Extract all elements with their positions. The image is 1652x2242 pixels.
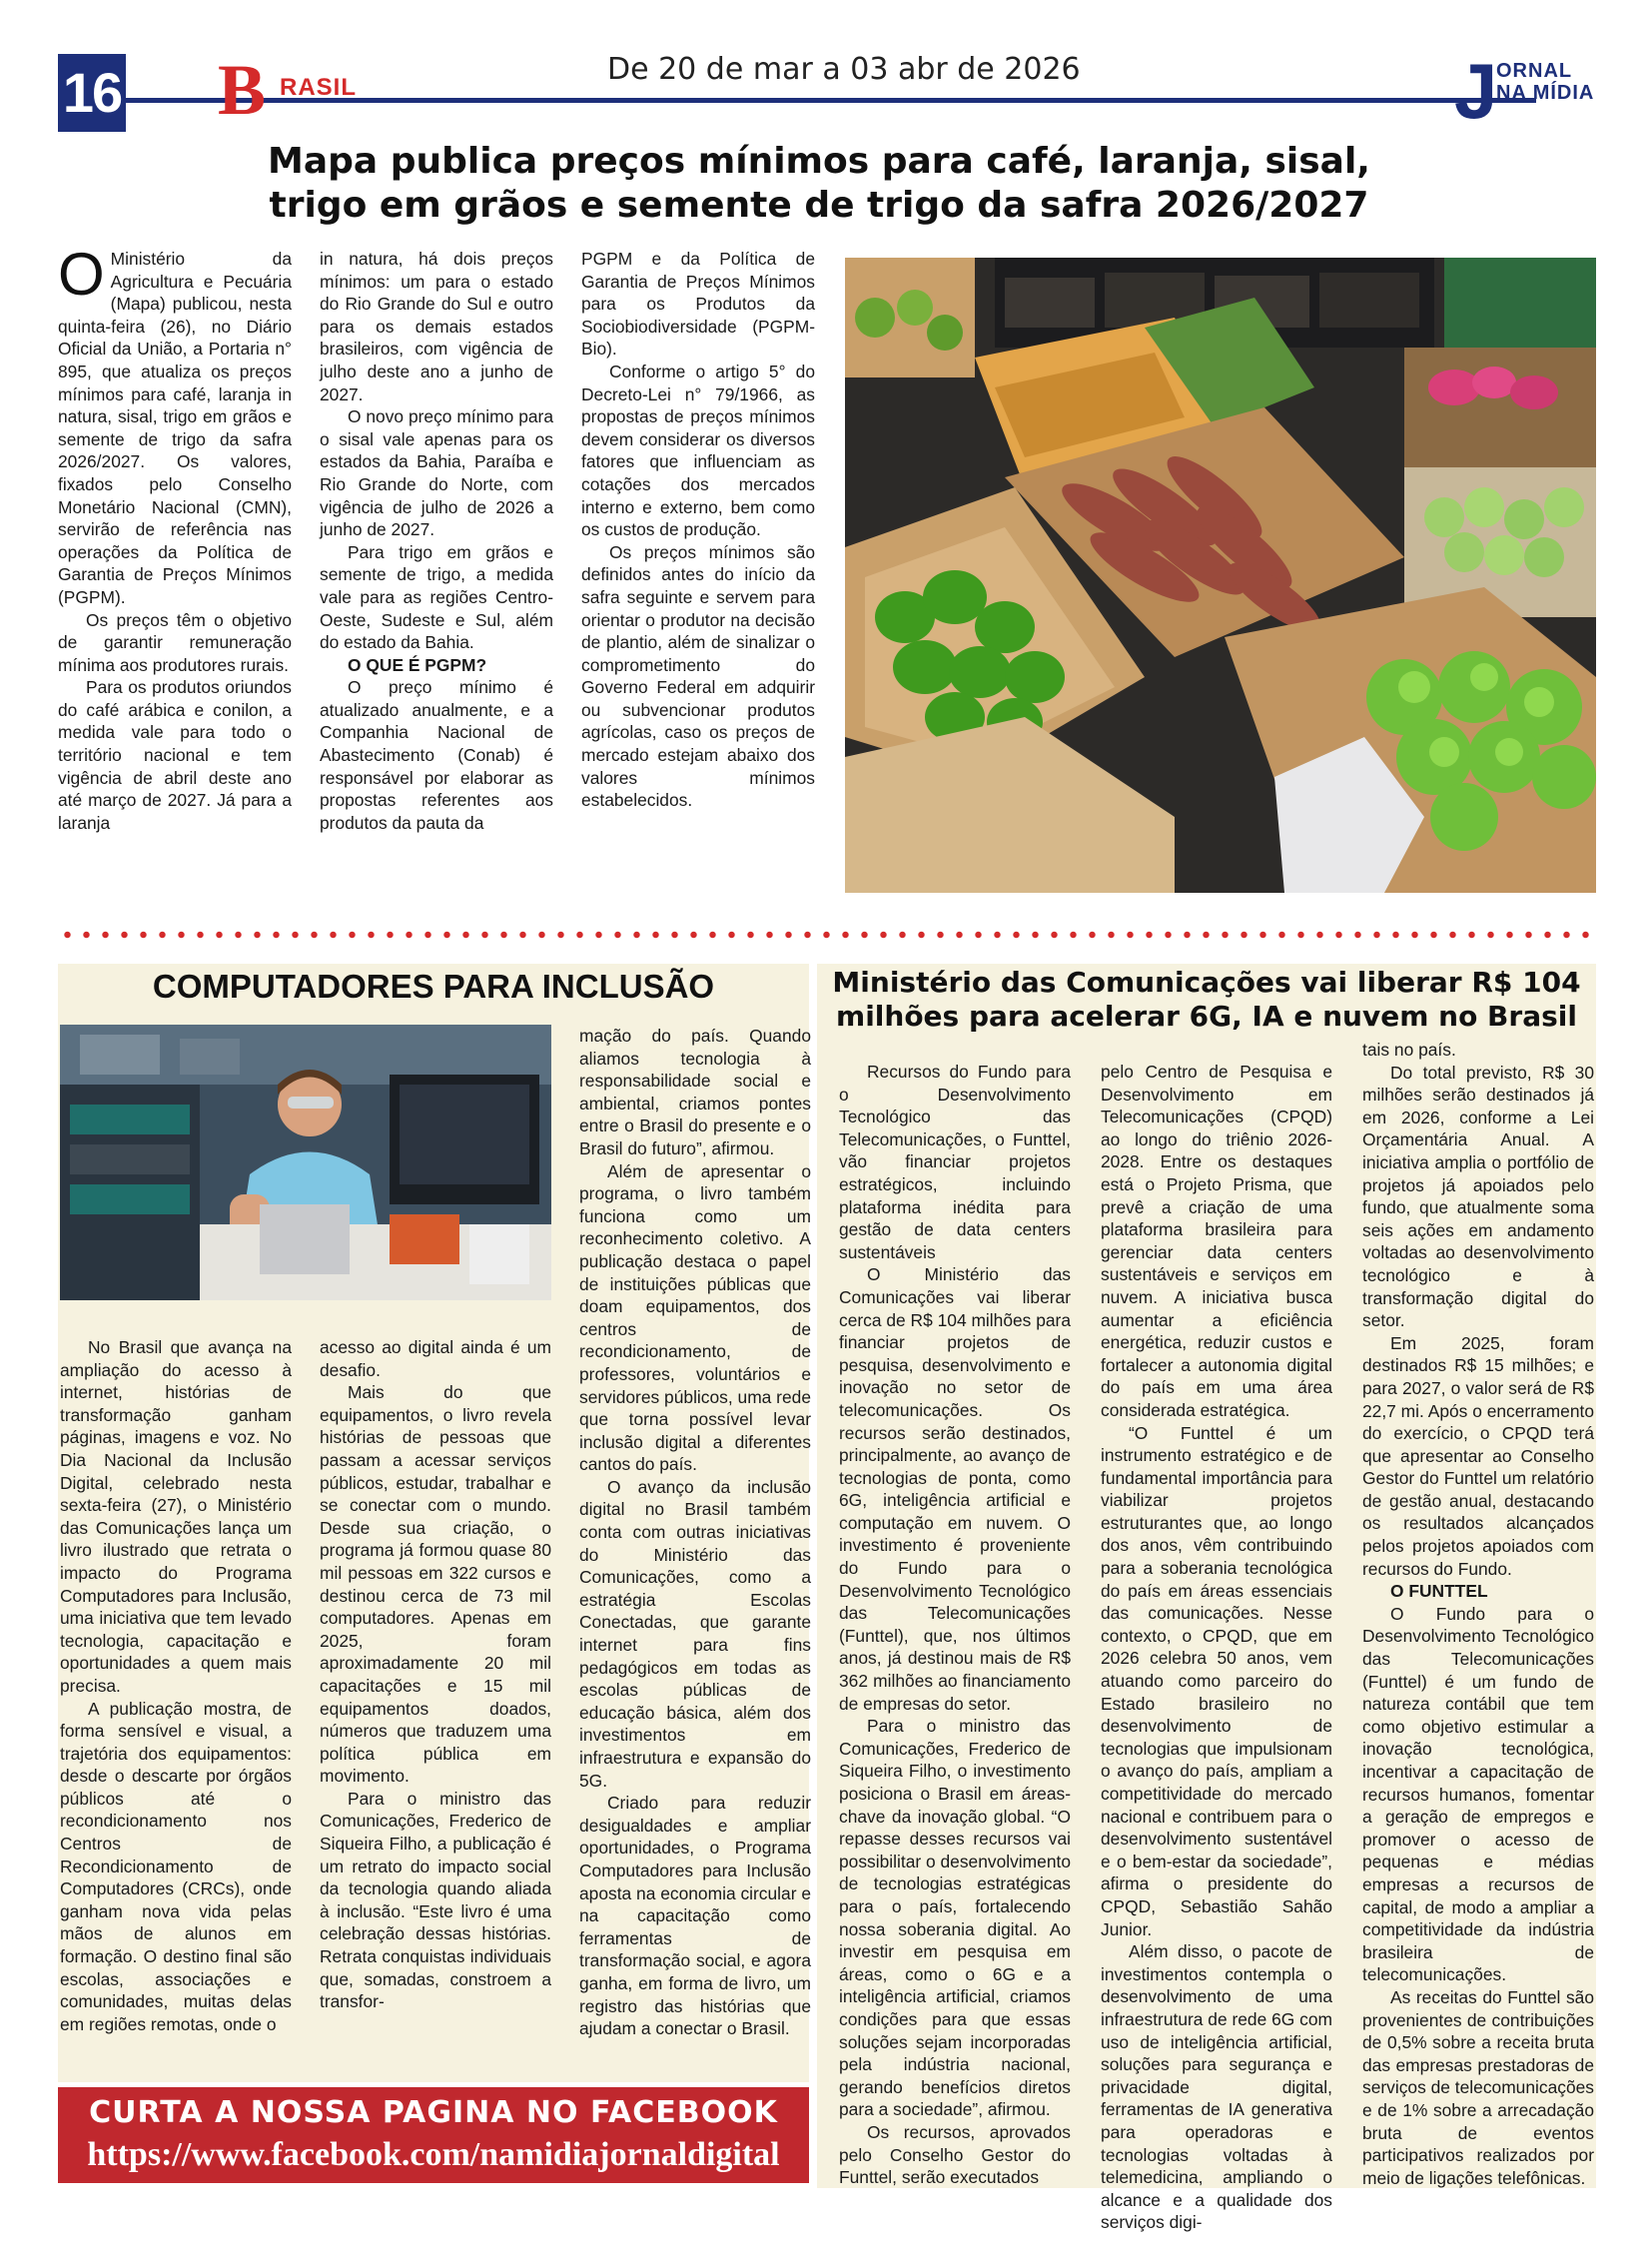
paragraph: O preço mínimo é atualizado anualmente, e a Companhia Nacional de Abastecimento (Conab) é responsável por elaborar as propostas referentes aos produtos da pauta da <box>320 677 553 833</box>
paragraph: Do total previsto, R$ 30 milhões serão destinados já em 2026, conforme a Lei Orçamentária Anual. A iniciativa amplia o portfólio de projetos já apoiados pelo fundo, que atualmente soma seis ações em andamento voltadas ao desenvolvimento tecnológico e à transformação digital do setor. <box>1362 1062 1594 1331</box>
paragraph: Além disso, o pacote de investimentos contempla o desenvolvimento de uma infraestrutura de rede 6G com uso de inteligência artificial, soluções para segurança e privacidade digital, ferramentas de IA generativa para operadoras e tecnologias voltadas à telemedicina, ampliando o alcance e a qualidade dos serviços digi- <box>1101 1941 1332 2233</box>
paragraph: Para os produtos oriundos do café arábica e conilon, a medida vale para todo o território nacional e tem vigência de abril deste ano até março de 2027. Já para a laranja <box>58 677 292 833</box>
article2-col2 <box>320 1336 551 2013</box>
paragraph: mação do país. Quando aliamos tecnologia à responsabilidade social e ambiental, criamos pontes entre o Brasil do presente e o Brasil do futuro”, afirmou. <box>579 1026 811 1158</box>
paragraph: Mais do que equipamentos, o livro revela histórias de pessoas que passam a acessar serviços públicos, estudar, trabalhar e se conectar com o mundo. Desde sua criação, o programa já formou quase 80 mil pessoas em 322 cursos e destinou cerca de 73 mil computadores. Apenas em 2025, foram aproximadamente 20 mil capacitações e 15 mil equipamentos doados, números que traduzem uma política pública em movimento. <box>320 1382 551 1787</box>
facebook-url-link[interactable]: https://www.facebook.com/namidiajornaldigital <box>87 2136 780 2173</box>
section-initial: B <box>218 50 267 130</box>
article1-headline <box>150 140 1488 228</box>
paragraph: Os preços mínimos são definidos antes do início da safra seguinte e servem para orientar o produtor na decisão de plantio, além de sinalizar o comprometimento do Governo Federal em adquirir ou subvencionar produtos agrícolas, caso os preços de mercado estejam abaixo dos valores mínimos estabelecidos. <box>581 541 815 811</box>
paragraph: O Ministério das Comunicações vai liberar cerca de R$ 104 milhões para financiar projetos de pesquisa, desenvolvimento e inovação no setor de telecomunicações. Os recursos serão destinados, principalmente, ao avanço de tecnologias de ponta, como 6G, inteligência artificial e computação em nuvem. O investimento é proveniente do Fundo para o Desenvolvimento Tecnológico das Telecomunicações (Funttel), que, nos últimos anos, já destinou mais de R$ 362 milhões ao financiamento de empresas do setor. <box>839 1264 1072 1714</box>
title-line1: Ministério das Comunicações vai liberar R$ 104 <box>832 966 1581 999</box>
paragraph: pelo Centro de Pesquisa e Desenvolvimento em Telecomunicações (CPQD) ao longo do triênio 2026-2028. Entre os destaques está o Projeto Prisma, que prevê a criação de uma plataforma brasileira para gerenciar data centers sustentáveis e serviços em nuvem. A iniciativa busca aumentar a eficiência energética, reduzir custos e fortalecer a autonomia digital do país em uma área considerada estratégica. <box>1101 1062 1332 1420</box>
facebook-banner[interactable] <box>58 2087 809 2183</box>
subheading: O QUE É PGPM? <box>348 654 487 675</box>
article3-col3 <box>1362 1039 1594 2189</box>
article3-title <box>817 966 1596 1034</box>
paragraph: Além de apresentar o programa, o livro também funciona como um reconhecimento coletivo. A publicação destaca o papel de instituições públicas que doam equipamentos, dos centros de recondicionamento, de professores, voluntários e servidores públicos, uma rede que torna possível levar inclusão digital a diferentes cantos do país. <box>579 1160 811 1475</box>
paragraph: Em 2025, foram destinados R$ 15 milhões; e para 2027, o valor será de R$ 22,7 mi. Após o encerramento do exercício, o CPQD terá que apresentar ao Conselho Gestor do Funttel um relatório de gestão anual, destacando os resultados alcançados pelos projetos apoiados com recursos do Fundo. <box>1362 1332 1595 1579</box>
logo-initial: J <box>1454 47 1498 135</box>
technician-illustration <box>60 1025 551 1300</box>
article2-col3 <box>579 1025 811 2040</box>
article2-col1 <box>60 1336 292 2035</box>
paragraph: As receitas do Funttel são provenientes de contribuições de 0,5% sobre a receita bruta das empresas prestadoras de serviços de telecomunicações e de 1% sobre a arrecadação bruta de eventos participativos realizados por meio de ligações telefônicas. <box>1362 1986 1594 2188</box>
logo-line2: NA MÍDIA <box>1496 82 1595 104</box>
section-name: RASIL <box>280 74 357 101</box>
paragraph: A publicação mostra, de forma sensível e visual, a trajetória dos equipamentos: desde o descarte por órgãos públicos até o recondicionamento nos Centros de Recondicionamento de Computadores (CRCs), onde ganham nova vida pelas mãos de alunos em formação. O destino final são escolas, associações e comunidades, muitas delas em regiões remotas, onde o <box>60 1698 292 2034</box>
page-header <box>58 47 1596 136</box>
paragraph: No Brasil que avança na ampliação do acesso à internet, histórias de transformação ganham páginas, imagens e voz. No Dia Nacional da Inclusão Digital, celebrado nesta sexta-feira (27), o Ministério das Comunicações lança um livro ilustrado que retrata o impacto do Programa Computadores para Inclusão, uma iniciativa que tem levado tecnologia, capacitação e oportunidades a quem mais precisa. <box>60 1337 292 1696</box>
headline-line2: trigo em grãos e semente de trigo da safra 2026/2027 <box>269 185 1369 226</box>
paragraph: O avanço da inclusão digital no Brasil também conta com outras iniciativas do Ministério das Comunicações, como a estratégia Escolas Conectadas, que garante internet para fins pedagógicos em todas as escolas públicas de educação básica, além dos investimentos em infraestrutura e expansão do 5G. <box>579 1476 811 1791</box>
subheading: O FUNTTEL <box>1390 1581 1488 1602</box>
paragraph: Recursos do Fundo para o Desenvolvimento Tecnológico das Telecomunicações, o Funttel, vão financiar projetos estratégicos, incluindo plataforma inédita para gestão de data centers sustentáveis <box>839 1062 1071 1262</box>
headline-line1: Mapa publica preços mínimos para café, laranja, sisal, <box>268 141 1370 182</box>
paragraph: Criado para reduzir desigualdades e ampliar oportunidades, o Programa Computadores para Inclusão aposta na economia circular e na capacitação como ferramentas de transformação social, e agora ganha, em forma de livro, um registro das histórias que ajudam a conectar o Brasil. <box>579 1793 812 2039</box>
paragraph: Os recursos, aprovados pelo Conselho Gestor do Funttel, serão executados <box>839 2121 1071 2188</box>
paragraph: Os preços têm o objetivo de garantir remuneração mínima aos produtores rurais. <box>58 609 292 675</box>
page-number: 16 <box>58 54 126 132</box>
drop-cap: O <box>58 241 105 308</box>
paragraph: O Fundo para o Desenvolvimento Tecnológico das Telecomunicações (Funttel) é um fundo de natureza contábil que tem como objetivo estimular a inovação tecnológica, incentivar a capacitação de recursos humanos, fomentar a geração de empregos e promover o acesso de pequenas e médias empresas a recursos de capital, de modo a ampliar a competitividade da indústria brasileira de telecomunicações. <box>1362 1603 1594 1985</box>
article1-col3 <box>581 248 815 812</box>
paragraph: Para trigo em grãos e semente de trigo, a medida vale para as regiões Centro-Oeste, Sudeste e Sul, além do estado da Bahia. <box>320 541 553 653</box>
paragraph: tais no país. <box>1362 1040 1456 1060</box>
paragraph: O novo preço mínimo para o sisal vale apenas para os estados da Bahia, Paraíba e Rio Grande do Norte, com vigência de julho de 2026 a junho de 2027. <box>320 406 553 540</box>
article2-title: COMPUTADORES PARA INCLUSÃO <box>152 968 715 1005</box>
logo-line1: ORNAL <box>1496 60 1573 82</box>
produce-boxes-photo <box>845 258 1596 893</box>
paragraph: acesso ao digital ainda é um desafio. <box>320 1337 551 1380</box>
title-line2: milhões para acelerar 6G, IA e nuvem no Brasil <box>836 1000 1577 1033</box>
section-divider <box>58 931 1596 939</box>
computer-technician-photo <box>60 1025 551 1300</box>
produce-illustration <box>845 258 1596 893</box>
article3-col1 <box>839 1061 1071 2189</box>
paragraph: Conforme o artigo 5° do Decreto-Lei n° 79/1966, as propostas de preços mínimos devem considerar os diversos fatores que influenciam as cotações dos mercados interno e externo, bem como os custos de produção. <box>581 361 815 540</box>
article3-col2 <box>1101 1061 1332 2234</box>
paragraph: “O Funttel é um instrumento estratégico e de fundamental importância para viabilizar projetos estruturantes que, ao longo dos anos, vêm contribuindo para a soberania tecnológica do país em áreas essenciais das comunicações. Nesse contexto, o CPQD, que em 2026 celebra 50 anos, vem atuando como parceiro do Estado brasileiro no desenvolvimento de tecnologias que impulsionam o avanço do país, ampliam a competitividade do mercado nacional e contribuem para o desenvolvimento sustentável e o bem-estar da sociedade”, afirma o presidente do CPQD, Sebastião Sahão Junior. <box>1101 1422 1332 1939</box>
article1-col1 <box>58 241 292 834</box>
edition-date: De 20 de mar a 03 abr de 2026 <box>607 52 1081 87</box>
article1-col2 <box>320 248 553 834</box>
paragraph: O Ministério da Agricultura e Pecuária (Mapa) publicou, nesta quinta-feira (26), no Diário Oficial da União, a Portaria n° 895, que atualiza os preços mínimos para café, laranja in natura, sisal, trigo em grãos e semente de trigo da safra 2026/2027. Os valores, fixados pelo Conselho Monetário Nacional (CMN), servirão de referência nas operações da Política de Garantia de Preços Mínimos (PGPM). <box>58 241 292 607</box>
paragraph: Para o ministro das Comunicações, Frederico de Siqueira Filho, a publicação é um retrato do impacto social da tecnologia quando aliada à inclusão. “Este livro é uma celebração dessas histórias. Retrata conquistas individuais que, somadas, constroem a transfor- <box>320 1788 551 2012</box>
paragraph: in natura, há dois preços mínimos: um para o estado do Rio Grande do Sul e outro para os demais estados brasileiros, com vigência de julho deste ano a junho de 2027. <box>320 249 553 404</box>
facebook-callout: CURTA A NOSSA PAGINA NO FACEBOOK <box>89 2095 778 2130</box>
paragraph: PGPM e da Política de Garantia de Preços Mínimos para os Produtos da Sociobiodiversidade (PGPM-Bio). <box>581 249 815 360</box>
paragraph: Para o ministro das Comunicações, Frederico de Siqueira Filho, o investimento posiciona o Brasil em áreas-chave da inovação global. “O repasse desses recursos vai possibilitar o desenvolvimento de tecnologias estratégicas para o país, fortalecendo nossa soberania digital. Ao investir em pesquisa em áreas, como o 6G e a inteligência artificial, criamos condições para que essas soluções sejam incorporadas pela indústria nacional, gerando benefícios diretos para a sociedade”, afirmou. <box>839 1716 1071 2120</box>
